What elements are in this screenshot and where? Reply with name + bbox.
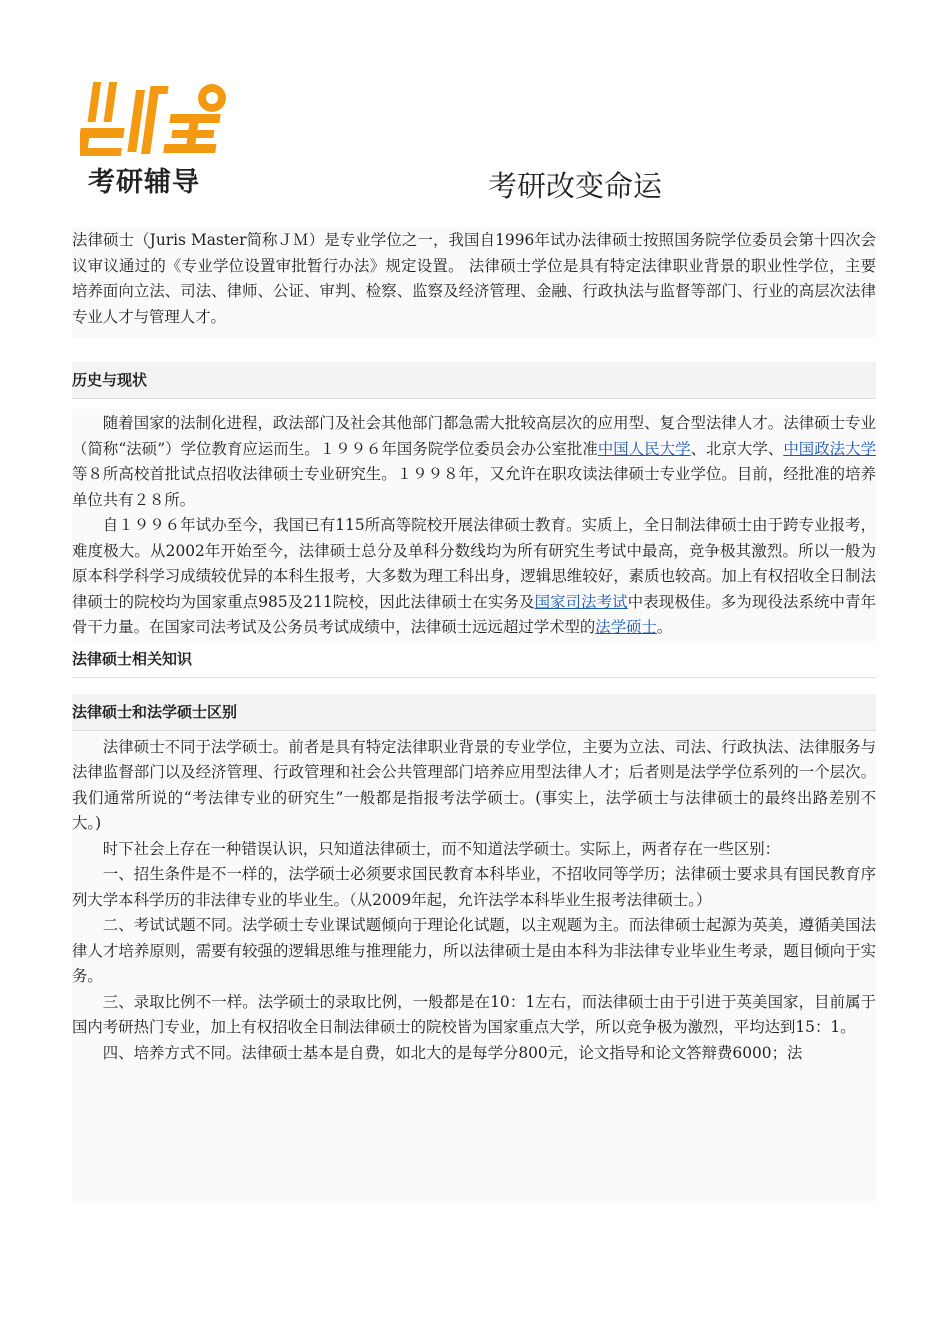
link-master-of-law[interactable]: 法学硕士 xyxy=(595,618,657,636)
difference-paragraph-6: 四、培养方式不同。法律硕士基本是自费，如北大的是每学分800元，论文指导和论文答辩费6000；法 xyxy=(102,1043,803,1062)
section-heading-knowledge: 法律硕士相关知识 xyxy=(72,641,876,678)
difference-section xyxy=(72,731,876,1201)
article-body xyxy=(72,228,876,1201)
difference-paragraph-5: 三、录取比例不一样。法学硕士的录取比例，一般都是在10：1左右，而法律硕士由于引进于英美国家，目前属于国内考研热门专业，加上有权招收全日制法律硕士的院校皆为国家重点大学，所以竞争极为激烈，平均达到15：1。 xyxy=(72,992,876,1036)
history-section xyxy=(72,409,876,641)
logo-mark-icon xyxy=(80,76,230,158)
page-slogan: 考研改变命运 xyxy=(488,169,663,203)
history-p1-text-1: 随着国家的法制化进程，政法部门及社会其他部门都急需大批较高层次的应用型、复合型法律人才。法律硕士专业（简称“法硕”）学位教育应运而生。１９９６年国务院学位委员会办公室批准 xyxy=(72,414,876,458)
history-p2-text-2: 中表现极佳。多为现役法系统中青年骨干力量。在国家司法考试及公务员考试成绩中，法律硕士远远超过学术型的 xyxy=(72,592,876,636)
difference-paragraph-4: 二、考试试题不同。法学硕士专业课试题倾向于理论化试题，以主观题为主。而法律硕士起源为英美，遵循美国法律人才培养原则，需要有较强的逻辑思维与推理能力，所以法律硕士是由本科为非法律专业毕业生考录，题目倾向于实务。 xyxy=(72,916,876,985)
difference-paragraph-3: 一、招生条件是不一样的，法学硕士必须要求国民教育本科毕业，不招收同等学历；法律硕士要求具有国民教育序列大学本科学历的非法律专业的毕业生。（从2009年起，允许法学本科毕业生报考法律硕士。） xyxy=(72,865,876,909)
history-p1-text-3: 等８所高校首批试点招收法律硕士专业研究生。１９９８年，又允许在职攻读法律硕士专业学位。目前，经批准的培养单位共有２８所。 xyxy=(72,465,876,509)
logo-text: 考研辅导 xyxy=(88,167,200,198)
history-p1-text-2: 、北京大学、 xyxy=(690,439,784,458)
link-cupl[interactable]: 中国政法大学 xyxy=(783,439,876,458)
link-national-judicial-exam[interactable]: 国家司法考试 xyxy=(534,592,628,611)
section-heading-history: 历史与现状 xyxy=(72,362,876,399)
history-p2-text-1: 自１９９６年试办至今，我国已有115所高等院校开展法律硕士教育。实质上，全日制法律硕士由于跨专业报考，难度极大。从2002年开始至今，法律硕士总分及单科分数线均为所有研究生考试中最高，竞争极其激烈。所以一般为原本科学科学习成绩较优异的本科生报考，大多数为理工科出身，逻辑思维较好，素质也较高。加上有权招收全日制法律硕士的院校均为国家重点985及211院校，因此法律硕士在实务及 xyxy=(72,516,876,611)
difference-paragraph-1: 法律硕士不同于法学硕士。前者是具有特定法律职业背景的专业学位，主要为立法、司法、行政执法、法律服务与法律监督部门以及经济管理、行政管理和社会公共管理部门培养应用型法律人才；后者则是法学学位系列的一个层次。我们通常所说的“考法律专业的研究生”一般都是指报考法学硕士。(事实上，法学硕士与法律硕士的最终出路差别不大。) xyxy=(72,737,876,832)
section-heading-difference: 法律硕士和法学硕士区别 xyxy=(72,694,876,731)
link-renmin-university[interactable]: 中国人民大学 xyxy=(597,439,691,458)
difference-paragraph-2: 时下社会上存在一种错误认识，只知道法律硕士，而不知道法学硕士。实际上，两者存在一些区别： xyxy=(102,839,780,858)
history-p2-text-3: 。 xyxy=(656,618,673,636)
history-paragraph-1 xyxy=(72,411,876,513)
intro-paragraph: 法律硕士（Juris Master简称ＪＭ）是专业学位之一，我国自1996年试办法律硕士按照国务院学位委员会第十四次会议审议通过的《专业学位设置审批暂行办法》规定设置。 法律硕士学位是具有特定法律职业背景的职业性学位，主要培养面向立法、司法、律师、公证、审判、检察、监察及经济管理、金融、行政执法与监督等部门、行业的高层次法律专业人才与管理人才。 xyxy=(72,228,876,338)
history-paragraph-2 xyxy=(72,513,876,641)
brand-logo xyxy=(80,76,230,196)
